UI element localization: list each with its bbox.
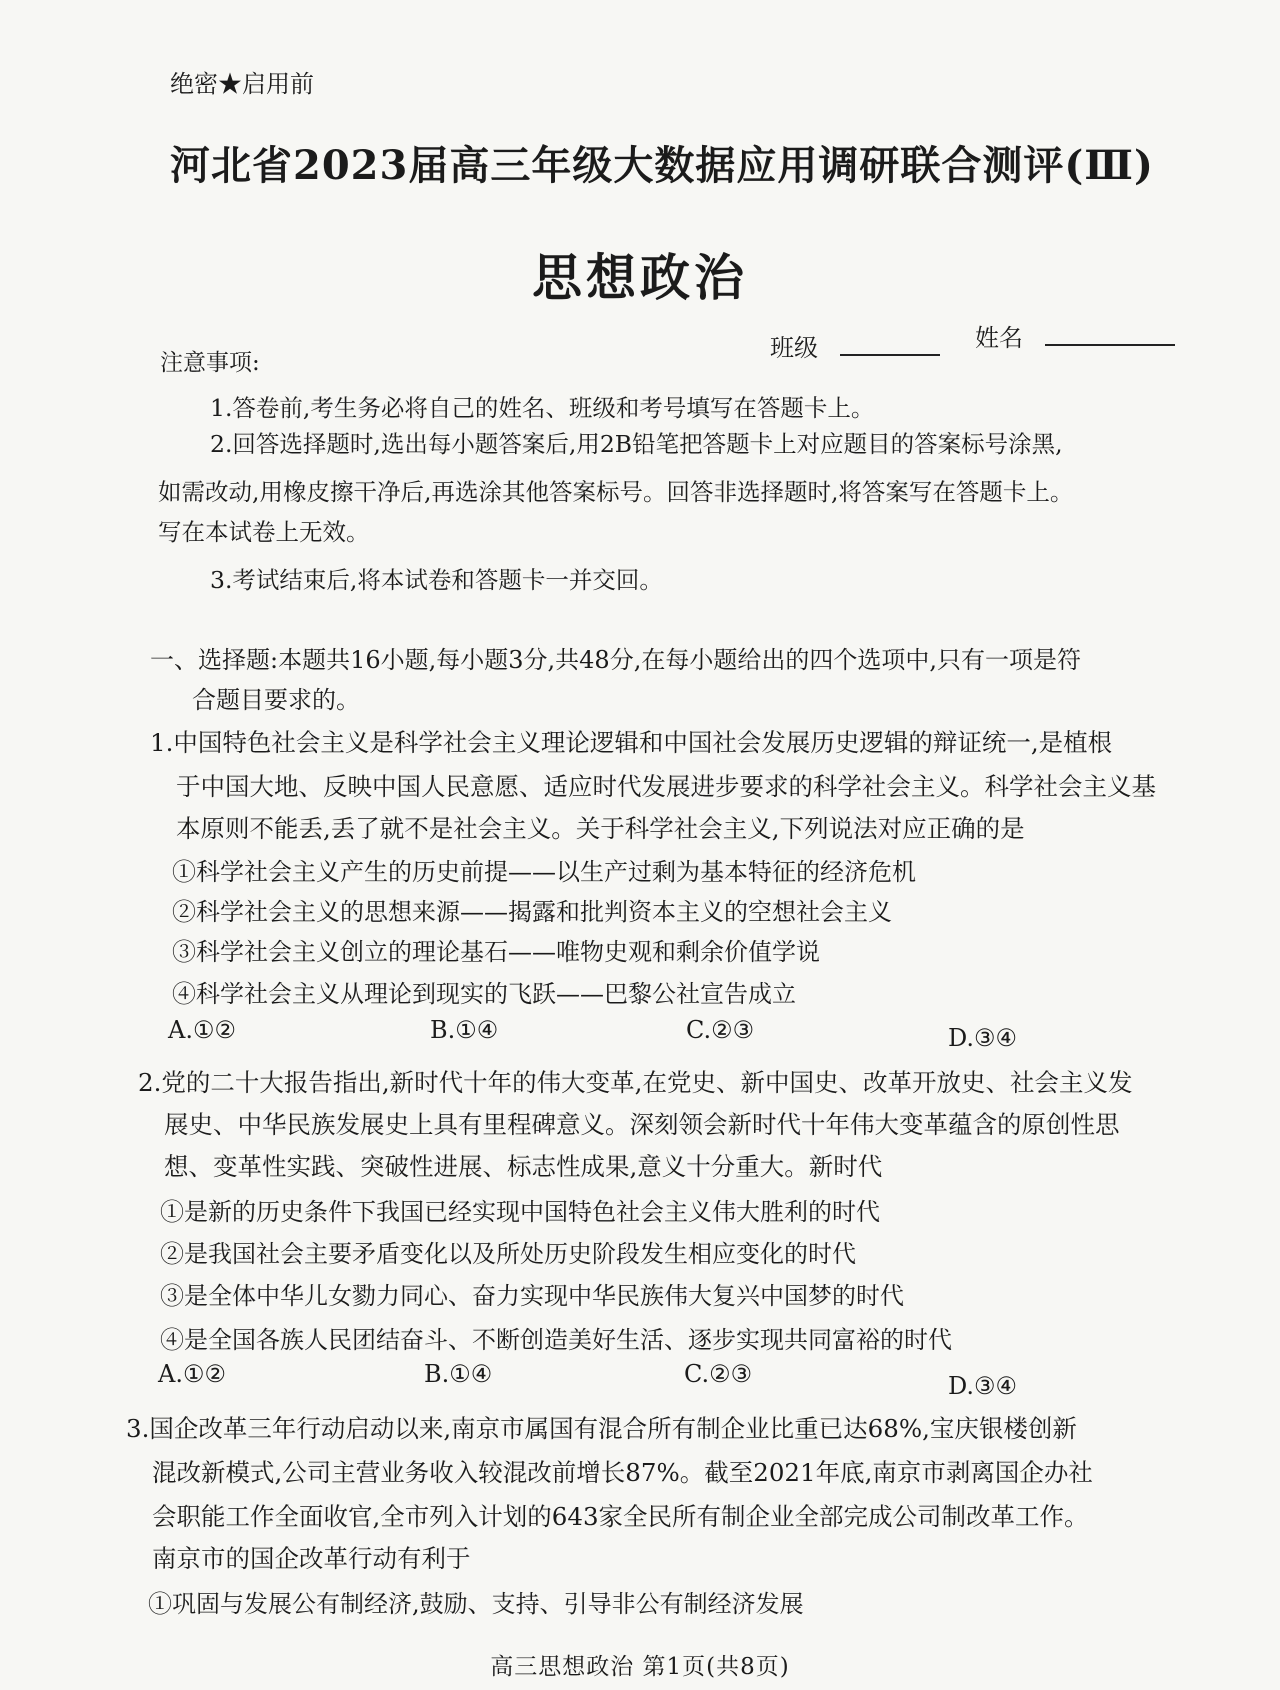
note-item-2-line-3: 写在本试卷上无效。 — [158, 518, 370, 546]
q1-statement-4: ④科学社会主义从理论到现实的飞跃——巴黎公社宣告成立 — [172, 980, 796, 1008]
q1-statement-2: ②科学社会主义的思想来源——揭露和批判资本主义的空想社会主义 — [172, 898, 892, 926]
q3-line-4: 南京市的国企改革行动有利于 — [152, 1544, 471, 1573]
note-item-2-line-2: 如需改动,用橡皮擦干净后,再选涂其他答案标号。回答非选择题时,将答案写在答题卡上。 — [158, 478, 1074, 506]
secret-mark: 绝密★启用前 — [170, 70, 314, 98]
name-field — [975, 318, 1175, 353]
q1-line-2: 于中国大地、反映中国人民意愿、适应时代发展进步要求的科学社会主义。科学社会主义基 — [176, 772, 1156, 801]
q2-option-b: B.①④ — [424, 1360, 493, 1388]
q2-option-c: C.②③ — [684, 1360, 753, 1388]
q1-line-3: 本原则不能丢,丢了就不是社会主义。关于科学社会主义,下列说法对应正确的是 — [176, 814, 1025, 843]
q1-statement-3: ③科学社会主义创立的理论基石——唯物史观和剩余价值学说 — [172, 938, 820, 966]
section-heading-line-1: 一、选择题:本题共16小题,每小题3分,共48分,在每小题给出的四个选项中,只有一项是符 — [150, 646, 1081, 674]
note-item-3: 3.考试结束后,将本试卷和答题卡一并交回。 — [210, 566, 663, 594]
q1-option-b: B.①④ — [430, 1016, 499, 1044]
section-heading-line-2: 合题目要求的。 — [192, 686, 360, 714]
q2-statement-4: ④是全国各族人民团结奋斗、不断创造美好生活、逐步实现共同富裕的时代 — [160, 1326, 952, 1354]
class-label: 班级 — [770, 334, 818, 362]
note-item-1: 1.答卷前,考生务必将自己的姓名、班级和考号填写在答题卡上。 — [210, 394, 875, 422]
notes-title: 注意事项: — [160, 350, 260, 376]
name-label: 姓名 — [975, 324, 1023, 352]
q2-line-1: 2.党的二十大报告指出,新时代十年的伟大变革,在党史、新中国史、改革开放史、社会主义发 — [138, 1068, 1133, 1097]
q1-option-c: C.②③ — [686, 1016, 755, 1044]
q2-statement-2: ②是我国社会主要矛盾变化以及所处历史阶段发生相应变化的时代 — [160, 1240, 856, 1268]
q2-statement-1: ①是新的历史条件下我国已经实现中国特色社会主义伟大胜利的时代 — [160, 1198, 880, 1226]
note-item-2-line-1: 2.回答选择题时,选出每小题答案后,用2B铅笔把答题卡上对应题目的答案标号涂黑, — [210, 430, 1063, 458]
q3-line-2: 混改新模式,公司主营业务收入较混改前增长87%。截至2021年底,南京市剥离国企办社 — [152, 1458, 1093, 1487]
q1-line-1: 1.中国特色社会主义是科学社会主义理论逻辑和中国社会发展历史逻辑的辩证统一,是植根 — [150, 728, 1113, 757]
subject-title: 思想政治 — [532, 248, 748, 307]
q2-line-2: 展史、中华民族发展史上具有里程碑意义。深刻领会新时代十年伟大变革蕴含的原创性思 — [164, 1110, 1120, 1139]
q1-option-d: D.③④ — [948, 1024, 1018, 1052]
class-field — [770, 328, 940, 363]
q2-option-d: D.③④ — [948, 1372, 1018, 1400]
q3-statement-1: ①巩固与发展公有制经济,鼓励、支持、引导非公有制经济发展 — [148, 1590, 804, 1618]
q3-line-1: 3.国企改革三年行动启动以来,南京市属国有混合所有制企业比重已达68%,宝庆银楼创新 — [126, 1414, 1077, 1443]
q1-option-a: A.①② — [168, 1016, 236, 1044]
q2-line-3: 想、变革性实践、突破性进展、标志性成果,意义十分重大。新时代 — [164, 1152, 883, 1181]
class-blank — [840, 334, 940, 356]
q2-statement-3: ③是全体中华儿女勠力同心、奋力实现中华民族伟大复兴中国梦的时代 — [160, 1282, 904, 1310]
exam-title: 河北省2023届高三年级大数据应用调研联合测评(Ⅲ) — [170, 142, 1154, 189]
q2-option-a: A.①② — [158, 1360, 226, 1388]
q3-line-3: 会职能工作全面收官,全市列入计划的643家全民所有制企业全部完成公司制改革工作。 — [152, 1502, 1089, 1531]
name-blank — [1045, 324, 1175, 346]
page-footer: 高三思想政治 第1页(共8页) — [490, 1654, 790, 1680]
q1-statement-1: ①科学社会主义产生的历史前提——以生产过剩为基本特征的经济危机 — [172, 858, 916, 886]
